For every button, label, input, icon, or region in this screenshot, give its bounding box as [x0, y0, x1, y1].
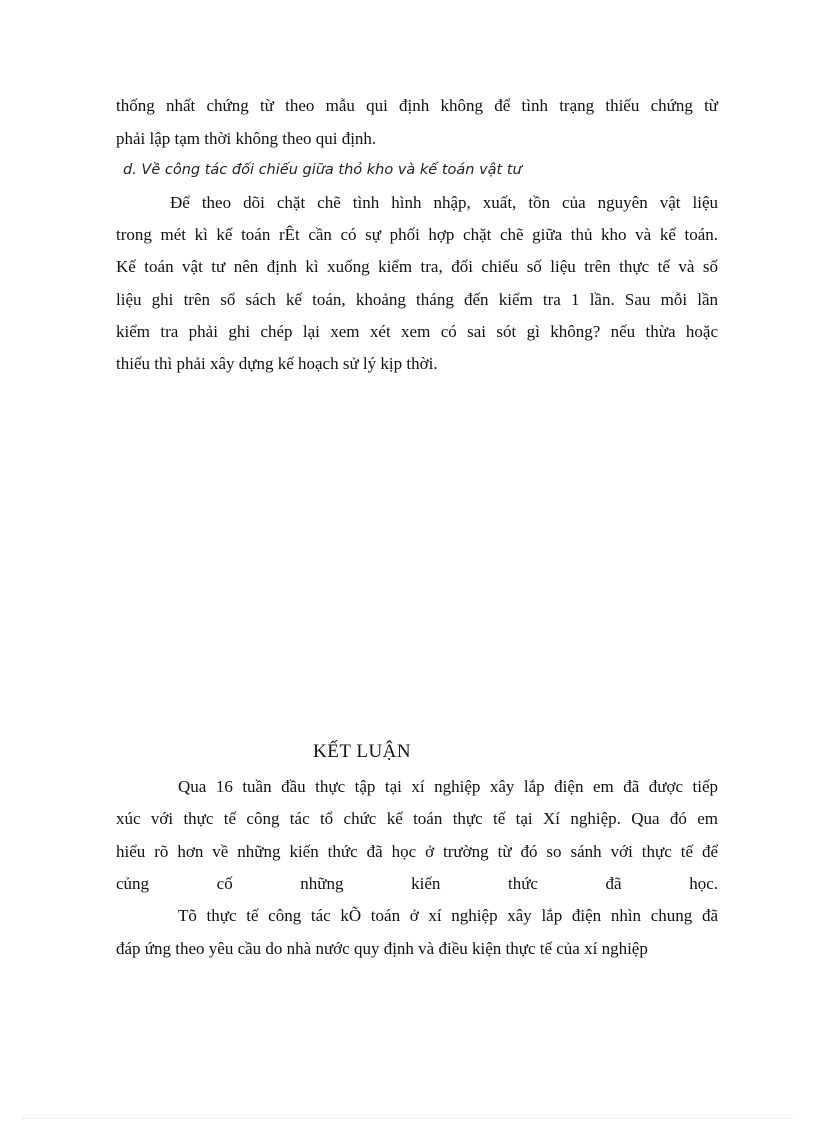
paragraph-line: trong mét kì kế toán rÊt cần có sự phối hợp chặt chẽ giữa thủ kho và kế toán. — [116, 225, 718, 244]
paragraph-line: củng cố những kiến thức đã học. — [116, 874, 718, 893]
paragraph-line: thiếu thì phải xây dựng kế hoạch sử lý kịp thời. — [116, 354, 438, 373]
paragraph-line: thống nhất chứng từ theo mẫu qui định không để tình trạng thiếu chứng từ — [116, 96, 718, 115]
subheading-d: d. Về công tác đối chiếu giữa thỏ kho và kế toán vật tư — [123, 162, 522, 178]
paragraph-line: kiểm tra phải ghi chép lại xem xét xem có sai sót gì không? nếu thừa hoặc — [116, 322, 718, 341]
paragraph-line: Kế toán vật tư nên định kì xuống kiểm tra, đối chiếu số liệu trên thực tế và số — [116, 257, 718, 276]
paragraph-line: phải lập tạm thời không theo qui định. — [116, 129, 377, 148]
paragraph-line: Qua 16 tuần đầu thực tập tại xí nghiệp xây lắp điện em đã được tiếp — [178, 777, 718, 796]
paragraph-line: Tõ thực tế công tác kÕ toán ở xí nghiệp xây lắp điện nhìn chung đã — [178, 906, 718, 925]
paragraph-line: liệu ghi trên sổ sách kế toán, khoảng tháng đến kiểm tra 1 lần. Sau mỗi lần — [116, 290, 718, 309]
conclusion-title: KẾT LUẬN — [313, 741, 412, 762]
paragraph-line: hiểu rõ hơn về những kiến thức đã học ở trường từ đó so sánh với thực tế để — [116, 842, 718, 861]
paragraph-line: đáp ứng theo yêu cầu do nhà nước quy định và điều kiện thực tế của xí nghiệp — [116, 939, 648, 958]
paragraph-line: xúc với thực tế công tác tổ chức kế toán thực tế tại Xí nghiệp. Qua đó em — [116, 809, 718, 828]
paragraph-line: Để theo dõi chặt chẽ tình hình nhập, xuất, tồn của nguyên vật liệu — [170, 193, 718, 212]
page-bottom-divider — [22, 1118, 794, 1119]
